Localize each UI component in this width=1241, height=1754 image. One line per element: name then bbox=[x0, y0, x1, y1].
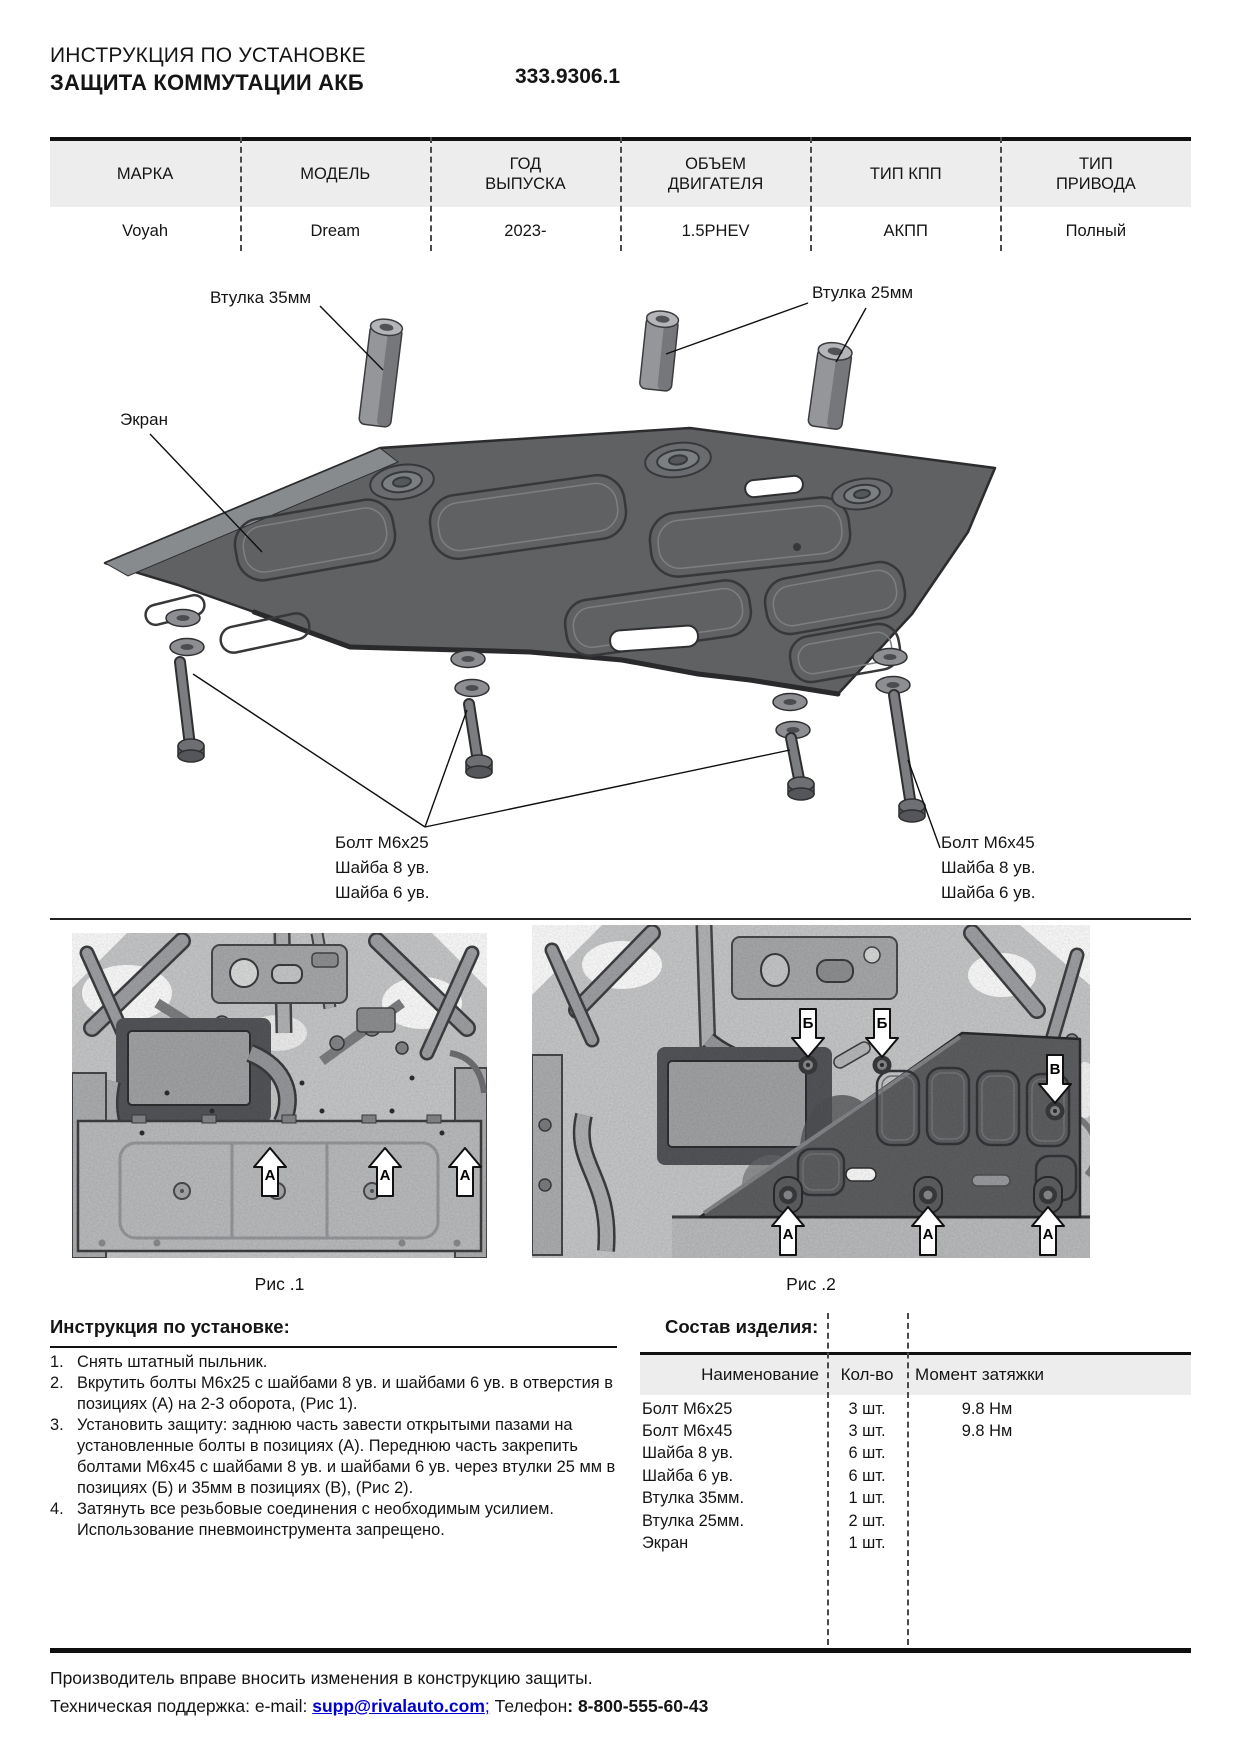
doc-subtitle: ИНСТРУКЦИЯ ПО УСТАНОВКЕ bbox=[50, 44, 366, 67]
val-year: 2023- bbox=[504, 222, 547, 240]
table-divider bbox=[1000, 137, 1002, 251]
support-label: Техническая поддержка: e-mail: bbox=[50, 1696, 313, 1716]
label-screen: Экран bbox=[120, 410, 168, 429]
part-number: 333.9306.1 bbox=[515, 65, 621, 88]
bushing-35mm bbox=[359, 317, 404, 427]
instruction-step: Установить защиту: заднюю часть завести открытыми пазами на установленные болты в позициях (А). Переднюю часть закрепить болтами М6х45 с шайбами 8 ув. и шайбами 6 ув. через втулки 25 мм в позициях (Б) и 35мм в позициях (В), (Рис 2). bbox=[77, 1416, 616, 1497]
svg-text:А: А bbox=[264, 1167, 276, 1184]
col-drive: ТИП ПРИВОДА bbox=[1055, 155, 1136, 193]
bolt-m6x45 bbox=[894, 695, 925, 822]
phone-label: Телефон bbox=[489, 1696, 568, 1716]
parts-title: Состав изделия: bbox=[665, 1316, 819, 1337]
instructions-list bbox=[50, 1352, 617, 1541]
instructions-divider bbox=[50, 1346, 617, 1348]
table-divider bbox=[430, 137, 432, 251]
col-year: ГОД ВЫПУСКА bbox=[485, 155, 566, 193]
col-marka: МАРКА bbox=[116, 165, 174, 183]
col-torque: Момент затяжки bbox=[915, 1365, 1045, 1384]
doc-title: ЗАЩИТА КОММУТАЦИИ АКБ bbox=[50, 70, 364, 95]
footer-disclaimer: Производитель вправе вносить изменения в конструкцию защиты. bbox=[50, 1668, 593, 1688]
figure-2-caption: Рис .2 bbox=[786, 1274, 836, 1294]
table-divider bbox=[827, 1313, 829, 1645]
label-bolt-m6x45: Болт М6х45 Шайба 8 ув. Шайба 6 ув. bbox=[941, 833, 1036, 902]
svg-text:А: А bbox=[459, 1167, 471, 1184]
installation-instructions bbox=[50, 1316, 617, 1541]
val-engine: 1.5PHEV bbox=[681, 222, 750, 240]
bolt-m6x25 bbox=[178, 662, 204, 762]
table-divider bbox=[620, 137, 622, 251]
col-engine: ОБЪЕМ ДВИГАТЕЛЯ bbox=[667, 155, 764, 193]
support-email-link[interactable]: supp@rivalauto.com bbox=[312, 1696, 485, 1716]
table-divider bbox=[240, 137, 242, 251]
instructions-title: Инструкция по установке: bbox=[50, 1316, 290, 1337]
svg-text:А: А bbox=[782, 1226, 794, 1243]
bolt-m6x25 bbox=[788, 738, 814, 800]
col-model: МОДЕЛЬ bbox=[300, 165, 371, 183]
bolt-m6x25 bbox=[466, 704, 492, 778]
svg-text:А: А bbox=[1042, 1226, 1054, 1243]
bushing-25mm bbox=[808, 341, 854, 430]
instruction-step: Вкрутить болты М6х25 с шайбами 8 ув. и шайбами 6 ув. в отверстия в позициях (А) на 2-3 оборота, (Рис 1). bbox=[77, 1374, 613, 1413]
parts-row: Болт М6х25 3 шт. 9.8 Нм bbox=[642, 1399, 1013, 1418]
val-marka: Voyah bbox=[122, 222, 169, 240]
table-divider bbox=[907, 1313, 909, 1645]
table-divider bbox=[810, 137, 812, 251]
col-name: Наименование bbox=[701, 1365, 819, 1384]
label-bushing-25: Втулка 25мм bbox=[812, 283, 914, 302]
parts-table-header bbox=[640, 1355, 1191, 1395]
label-bolt-m6x25: Болт М6х25 Шайба 8 ув. Шайба 6 ув. bbox=[335, 833, 430, 902]
val-gearbox: АКПП bbox=[883, 222, 928, 240]
parts-row: Шайба 8 ув. 6 шт. bbox=[642, 1444, 886, 1463]
footer-divider bbox=[50, 1648, 1191, 1653]
svg-text:Б: Б bbox=[876, 1015, 888, 1032]
parts-row: Болт М6х45 3 шт. 9.8 Нм bbox=[642, 1422, 1013, 1441]
vehicle-table bbox=[50, 137, 1191, 255]
footer-support: Техническая поддержка: e-mail: supp@rivalauto.com; Телефон: 8-800-555-60-43 bbox=[50, 1696, 709, 1716]
svg-text:А: А bbox=[922, 1226, 934, 1243]
section-divider bbox=[50, 918, 1191, 920]
val-drive: Полный bbox=[1065, 222, 1127, 240]
figure-2-photo bbox=[532, 925, 1090, 1258]
parts-row: Шайба 6 ув. 6 шт. bbox=[642, 1466, 886, 1485]
col-qty: Кол-во bbox=[840, 1365, 894, 1384]
parts-row: Втулка 25мм. 2 шт. bbox=[642, 1511, 886, 1530]
bushing-25mm bbox=[639, 310, 679, 392]
figure-1-caption: Рис .1 bbox=[254, 1274, 305, 1294]
parts-row: Втулка 35мм. 1 шт. bbox=[642, 1489, 886, 1508]
exploded-view-diagram bbox=[50, 270, 1191, 918]
svg-text:Б: Б bbox=[802, 1015, 814, 1032]
label-bushing-35: Втулка 35мм bbox=[210, 288, 312, 307]
instruction-step: Снять штатный пыльник. bbox=[77, 1353, 268, 1371]
val-model: Dream bbox=[310, 222, 360, 240]
svg-text:А: А bbox=[379, 1167, 391, 1184]
figure-1-photo bbox=[72, 933, 487, 1258]
svg-text:В: В bbox=[1049, 1061, 1061, 1078]
instruction-step: Затянуть все резьбовые соединения с необходимым усилием. Использование пневмоинструмента запрещено. bbox=[77, 1500, 554, 1539]
col-gearbox: ТИП КПП bbox=[869, 165, 942, 183]
parts-row: Экран 1 шт. bbox=[642, 1534, 886, 1553]
support-phone: : 8-800-555-60-43 bbox=[567, 1696, 709, 1716]
